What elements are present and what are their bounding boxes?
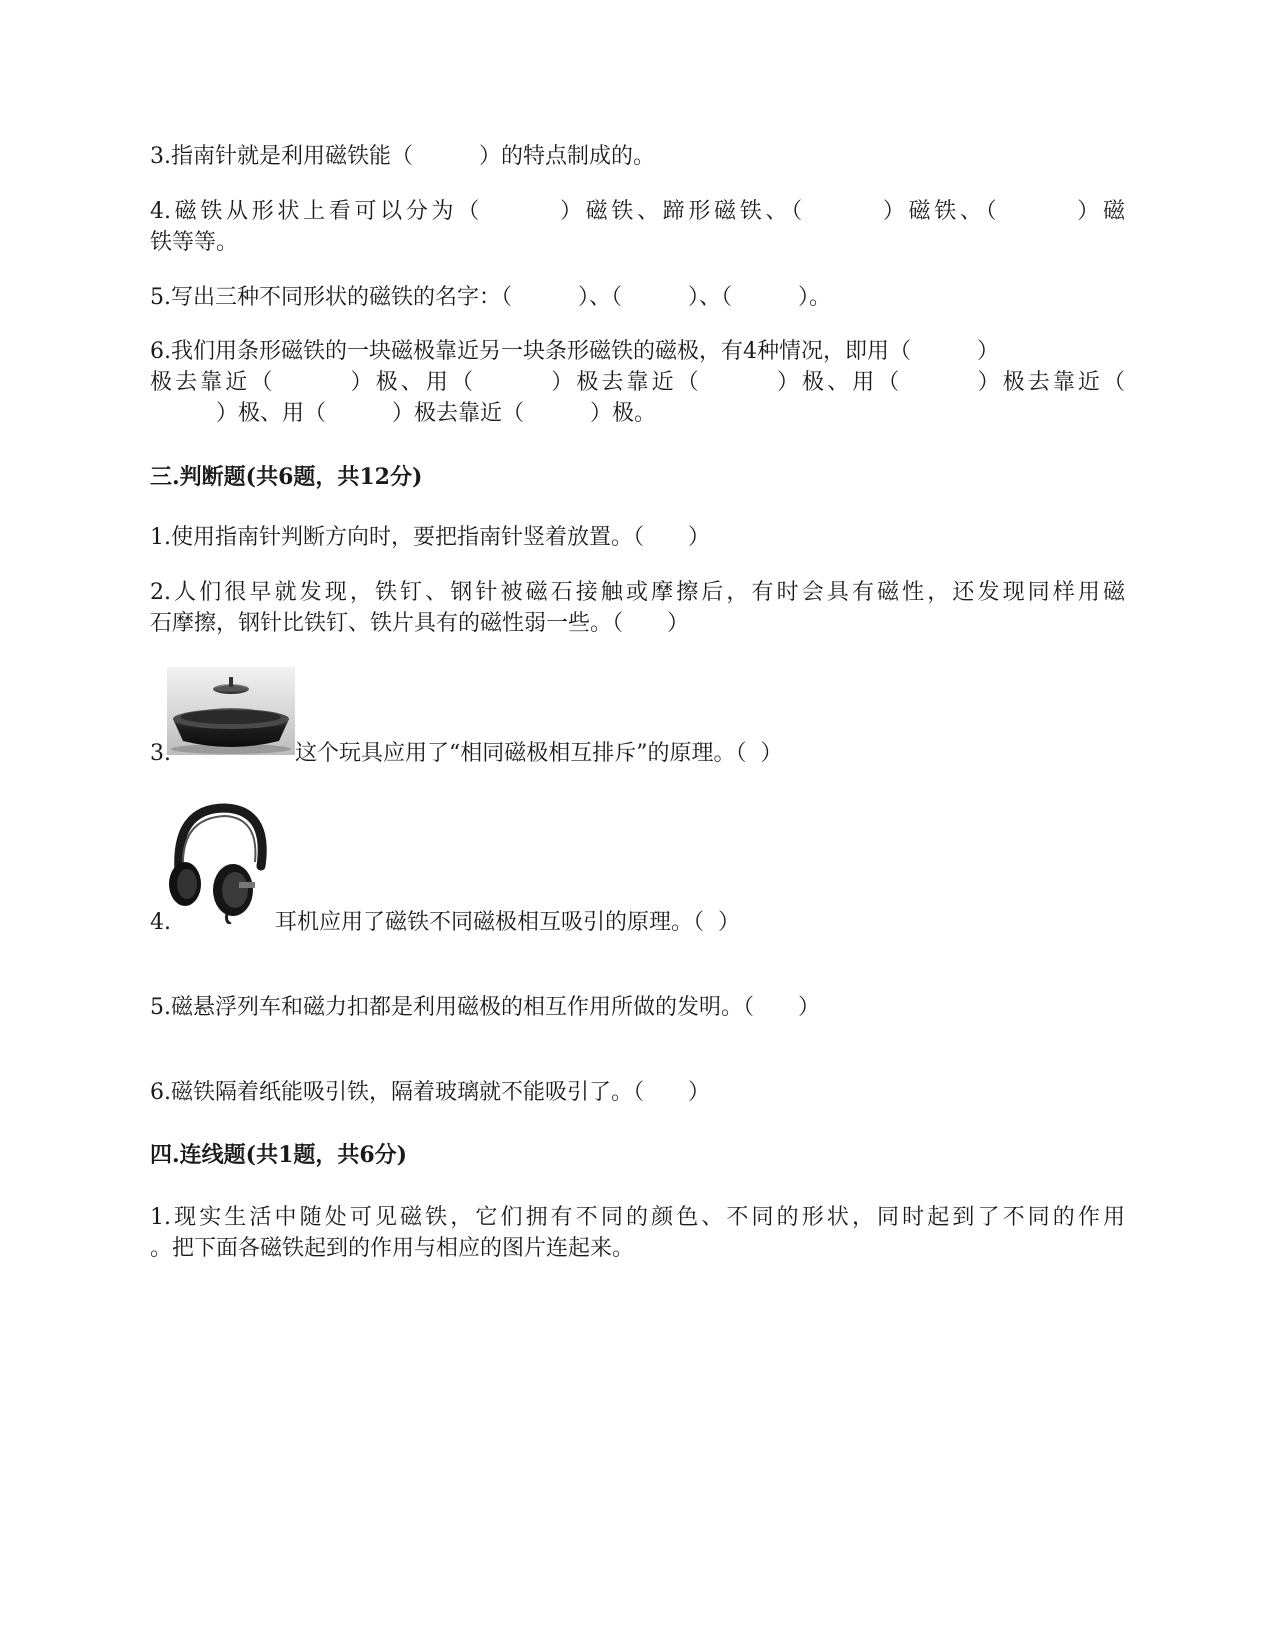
judge-question-2-line-2: 石摩擦，钢针比铁钉、铁片具有的磁性弱一些。（ ） <box>150 611 690 636</box>
question-3: 3.指南针就是利用磁铁能（ ）的特点制成的。 <box>150 144 655 169</box>
judge-question-2-line-1: 2.人们很早就发现，铁钉、钢针被磁石接触或摩擦后，有时会具有磁性，还发现同样用磁 <box>150 580 1125 605</box>
question-6-line-3: ）极、用（ ）极去靠近（ ）极。 <box>150 401 657 426</box>
judge-question-6: 6.磁铁隔着纸能吸引铁，隔着玻璃就不能吸引了。（ ） <box>150 1080 710 1105</box>
judge-question-3-text: 这个玩具应用了“相同磁极相互排斥”的原理。（ ） <box>295 741 783 766</box>
question-4-line-1: 4.磁铁从形状上看可以分为（ ）磁铁、蹄形磁铁、（ ）磁铁、（ ）磁 <box>150 199 1125 224</box>
question-6-line-2: 极去靠近（ ）极、用（ ）极去靠近（ ）极、用（ ）极去靠近（ <box>150 370 1125 395</box>
matching-question-1-line-1: 1.现实生活中随处可见磁铁，它们拥有不同的颜色、不同的形状，同时起到了不同的作用 <box>150 1205 1125 1230</box>
judge-question-4-number: 4. <box>150 910 171 935</box>
matching-question-1-line-2: 。把下面各磁铁起到的作用与相应的图片连起来。 <box>150 1236 635 1261</box>
section-4-title: 四.连线题(共1题，共6分) <box>150 1142 408 1168</box>
judge-question-4-text: 耳机应用了磁铁不同磁极相互吸引的原理。（ ） <box>275 910 740 935</box>
question-6-line-1: 6.我们用条形磁铁的一块磁极靠近另一块条形磁铁的磁极，有4种情况，即用（ ） <box>150 339 999 364</box>
headphones-image <box>165 802 269 924</box>
question-5: 5.写出三种不同形状的磁铁的名字：（ ）、（ ）、（ ）。 <box>150 285 831 310</box>
section-3-title: 三.判断题(共6题，共12分) <box>150 464 423 490</box>
judge-question-1: 1.使用指南针判断方向时，要把指南针竖着放置。（ ） <box>150 525 710 550</box>
judge-question-3-number: 3. <box>150 741 171 766</box>
judge-question-5: 5.磁悬浮列车和磁力扣都是利用磁极的相互作用所做的发明。（ ） <box>150 995 820 1020</box>
question-4-line-2: 铁等等。 <box>150 230 239 255</box>
